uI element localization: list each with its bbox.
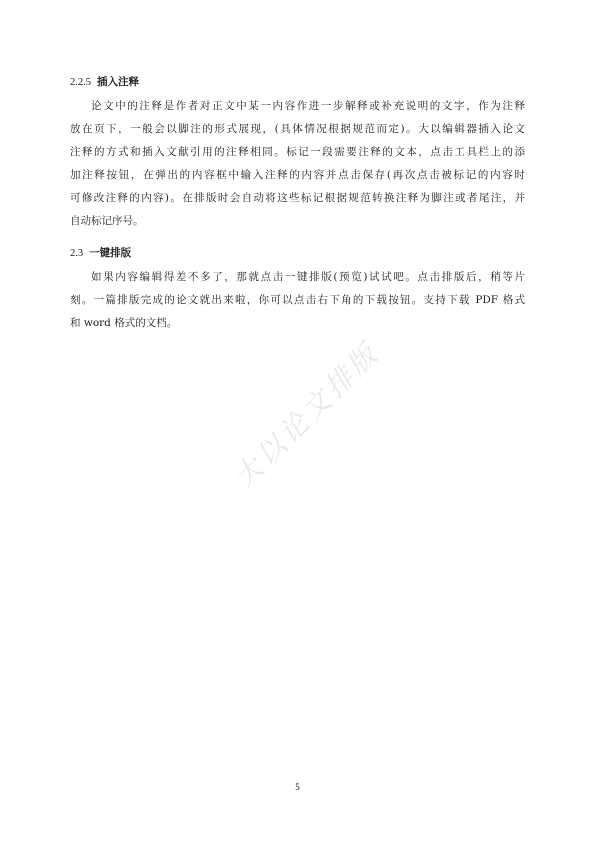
- section-title: 一键排版: [89, 247, 132, 259]
- paragraph-line: 注释的方式和插入文献引用的注释相同。标记一段需要注释的文本，点击工具栏上的添: [70, 146, 525, 158]
- paragraph-line: 刻。一篇排版完成的论文就出来啦，你可以点击右下角的下载按钮。支持下载 PDF 格式: [70, 294, 525, 306]
- paragraph-line: 论文中的注释是作者对正文中某一内容作进一步解释或补充说明的文字，作为注释: [91, 100, 525, 112]
- section-number: 2.3: [70, 248, 84, 259]
- paragraph-line: 加注释按钮，在弹出的内容框中输入注释的内容并点击保存(再次点击被标记的内容时: [70, 169, 525, 181]
- paragraph-line: 如果内容编辑得差不多了，那就点击一键排版(预览)试试吧。点击排版后，稍等片: [91, 271, 525, 283]
- section-title: 插入注释: [97, 76, 139, 88]
- paragraph-line: 可修改注释的内容)。在排版时会自动将这些标记根据规范转换注释为脚注或者尾注，并: [70, 192, 525, 204]
- watermark: 大以论文排版: [227, 335, 387, 495]
- paragraph-line: 和 word 格式的文档。: [70, 317, 178, 329]
- paragraph-line: 放在页下，一般会以脚注的形式展现，(具体情况根据规范而定)。大以编辑器插入论文: [70, 123, 525, 135]
- page-number: 5: [295, 782, 300, 792]
- section-heading-2-2-5: [70, 75, 139, 90]
- section-heading-2-3: [70, 246, 131, 261]
- paragraph-line: 自动标记序号。: [70, 215, 144, 227]
- section-number: 2.2.5: [70, 77, 91, 88]
